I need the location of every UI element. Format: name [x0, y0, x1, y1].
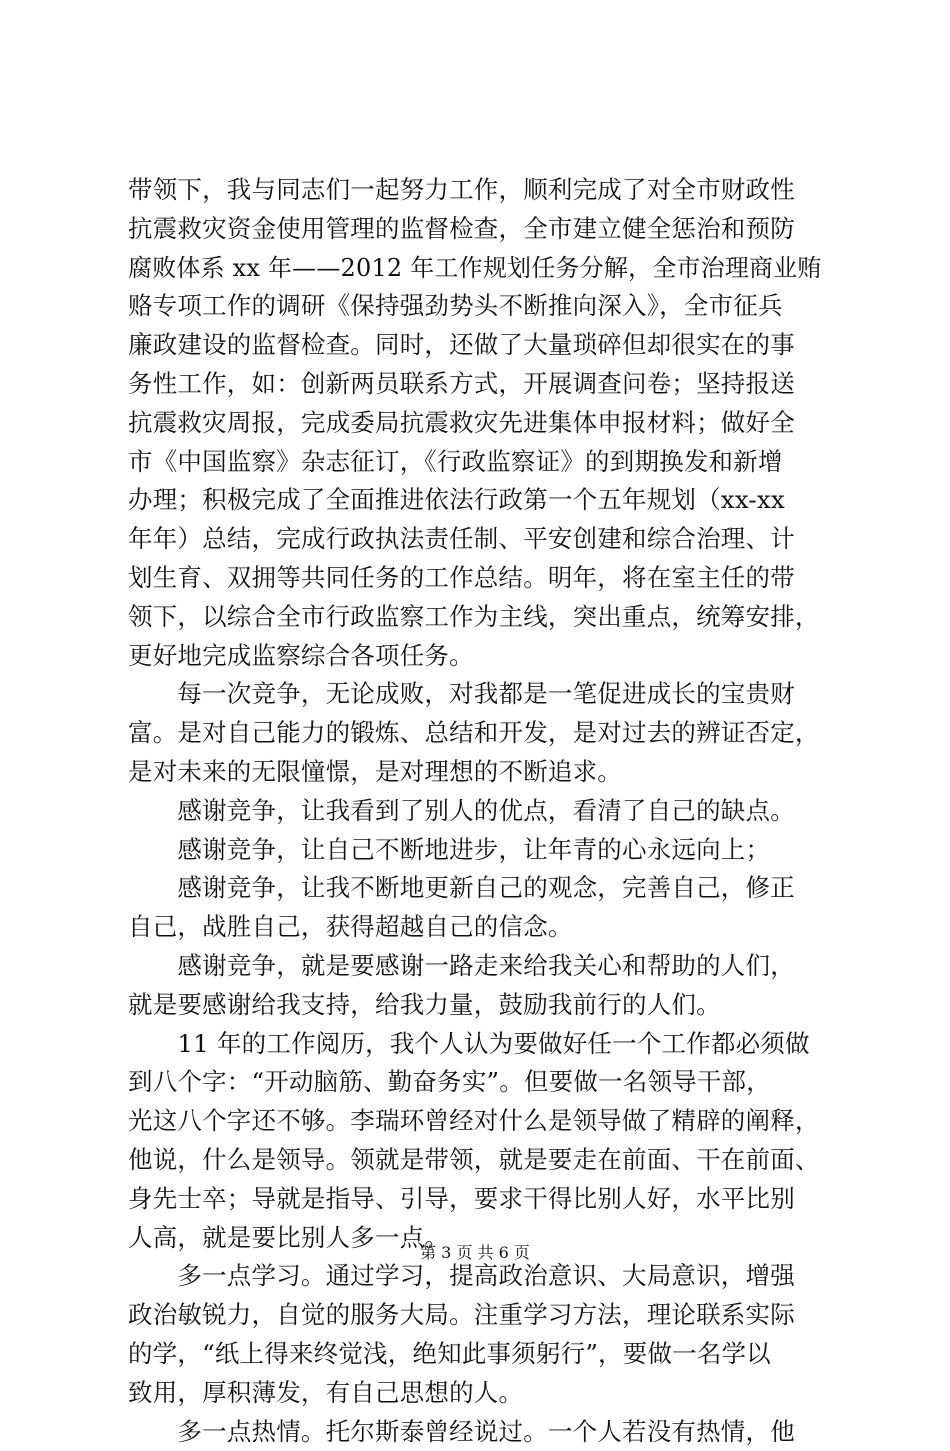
text-line: 年年）总结，完成行政执法责任制、平安创建和综合治理、计: [128, 520, 828, 559]
text-line: 领下，以综合全市行政监察工作为主线，突出重点，统筹安排，: [128, 598, 828, 637]
text-line: 感谢竞争，让我不断地更新自己的观念，完善自己，修正: [128, 869, 828, 908]
text-line: 多一点学习。通过学习，提高政治意识、大局意识，增强: [128, 1257, 828, 1296]
text-line: 就是要感谢给我支持，给我力量，鼓励我前行的人们。: [128, 986, 828, 1025]
text-line: 抗震救灾周报，完成委局抗震救灾先进集体申报材料；做好全: [128, 404, 828, 443]
text-line: 感谢竞争，让我看到了别人的优点，看清了自己的缺点。: [128, 792, 828, 831]
text-line: 的学，“纸上得来终觉浅，绝知此事须躬行”，要做一名学以: [128, 1335, 828, 1374]
text-line: 是对未来的无限憧憬，是对理想的不断追求。: [128, 753, 828, 792]
text-line: 廉政建设的监督检查。同时，还做了大量琐碎但却很实在的事: [128, 326, 828, 365]
text-line: 身先士卒；导就是指导、引导，要求干得比别人好，水平比别: [128, 1180, 828, 1219]
text-line: 政治敏锐力，自觉的服务大局。注重学习方法，理论联系实际: [128, 1296, 828, 1335]
text-line: 光这八个字还不够。李瑞环曾经对什么是领导做了精辟的阐释，: [128, 1102, 828, 1141]
text-line: 11 年的工作阅历，我个人认为要做好任一个工作都必须做: [128, 1025, 828, 1064]
text-line: 感谢竞争，就是要感谢一路走来给我关心和帮助的人们，: [128, 947, 828, 986]
text-line: 感谢竞争，让自己不断地进步，让年青的心永远向上；: [128, 831, 828, 870]
page-number-footer: 第 3 页 共 6 页: [0, 1241, 950, 1265]
text-line: 每一次竞争，无论成败，对我都是一笔促进成长的宝贵财: [128, 675, 828, 714]
text-line: 腐败体系 xx 年——2012 年工作规划任务分解，全市治理商业贿: [128, 249, 828, 288]
text-line: 更好地完成监察综合各项任务。: [128, 637, 828, 676]
text-line: 多一点热情。托尔斯泰曾经说过。一个人若没有热情，他: [128, 1413, 828, 1451]
text-line: 人高，就是要比别人多一点。: [128, 1219, 828, 1258]
text-line: 赂专项工作的调研《保持强劲势头不断推向深入》，全市征兵: [128, 287, 828, 326]
text-line: 市《中国监察》杂志征订，《行政监察证》的到期换发和新增: [128, 443, 828, 482]
text-line: 划生育、双拥等共同任务的工作总结。明年，将在室主任的带: [128, 559, 828, 598]
text-line: 到八个字：“开动脑筋、勤奋务实”。但要做一名领导干部，: [128, 1063, 828, 1102]
text-line: 致用，厚积薄发，有自己思想的人。: [128, 1374, 828, 1413]
text-line: 办理；积极完成了全面推进依法行政第一个五年规划（xx-xx: [128, 481, 828, 520]
text-line: 务性工作，如：创新两员联系方式，开展调查问卷；坚持报送: [128, 365, 828, 404]
text-line: 带领下，我与同志们一起努力工作，顺利完成了对全市财政性: [128, 171, 828, 210]
text-line: 富。是对自己能力的锻炼、总结和开发，是对过去的辨证否定，: [128, 714, 828, 753]
text-line: 自己，战胜自己，获得超越自己的信念。: [128, 908, 828, 947]
text-line: 抗震救灾资金使用管理的监督检查，全市建立健全惩治和预防: [128, 210, 828, 249]
text-line: 他说，什么是领导。领就是带领，就是要走在前面、干在前面、: [128, 1141, 828, 1180]
